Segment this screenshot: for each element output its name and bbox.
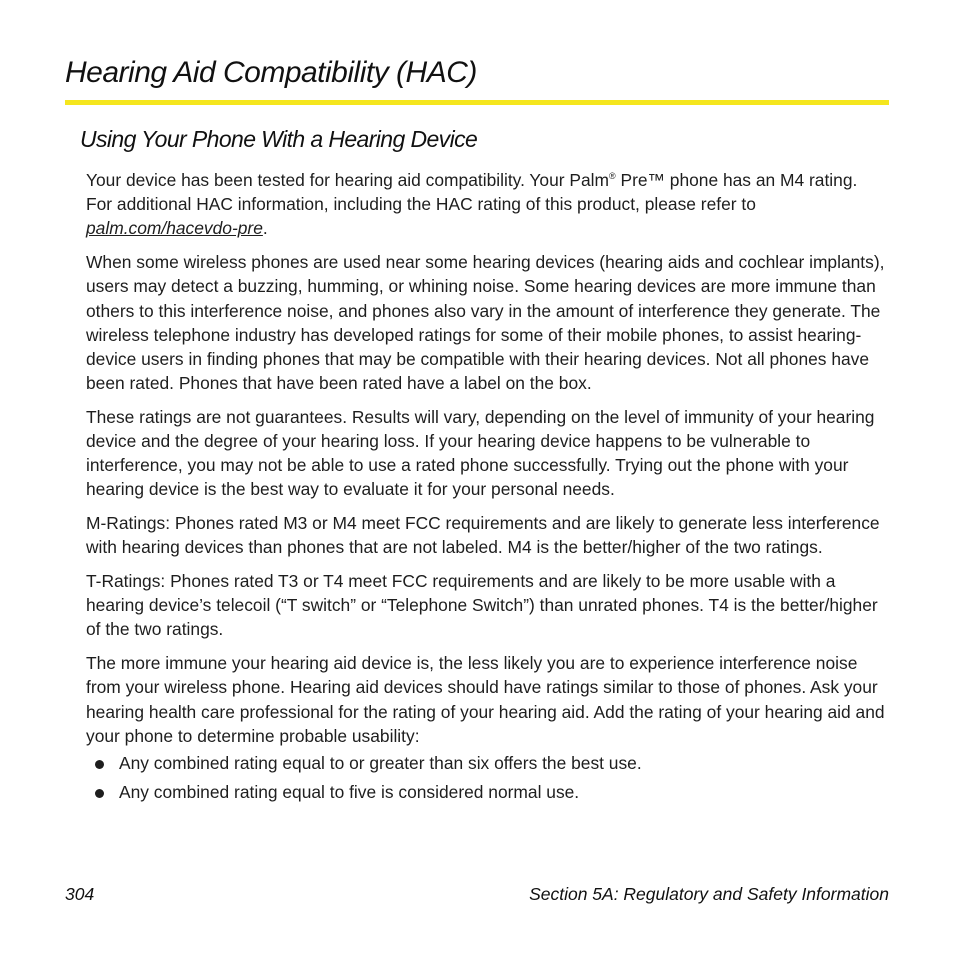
body-text xyxy=(86,168,888,809)
list-item-text: Any combined rating equal to five is considered normal use. xyxy=(119,781,580,802)
paragraph-immunity: The more immune your hearing aid device is, the less likely you are to experience interference noise from your wireless phone. Hearing aid devices should have ratings similar to those of phones. Ask your hearing health care professional for the rating of your hearing aid. Add the rating of your hearing aid and your phone to determine probable usability: xyxy=(86,653,885,746)
usability-bullet-list xyxy=(86,751,888,804)
page-title: Hearing Aid Compatibility (HAC) xyxy=(65,56,477,89)
registered-mark: ® xyxy=(609,171,616,181)
footer-section-title: Section 5A: Regulatory and Safety Information xyxy=(529,884,889,904)
paragraph-guarantees: These ratings are not guarantees. Results will vary, depending on the level of immunity of your hearing device and the degree of your hearing loss. If your hearing device happens to be vulnerable to interference, you may not be able to use a rated phone successfully. Trying out the phone with your hearing device is the best way to evaluate it for your personal needs. xyxy=(86,406,875,500)
paragraph-interference: When some wireless phones are used near some hearing devices (hearing aids and cochlear implants), users may detect a buzzing, humming, or whining noise. Some hearing devices are more immune than others to this interference noise, and phones also vary in the amount of interference they generate. The wireless telephone industry has developed ratings for some of their mobile phones, to assist hearing-device users in finding phones that may be compatible with their hearing devices. Not all phones have been rated. Phones that have been rated have a label on the box. xyxy=(86,252,885,394)
page-number: 304 xyxy=(65,884,95,904)
bullet-icon xyxy=(95,760,104,769)
list-item xyxy=(86,780,888,804)
list-item xyxy=(86,751,888,775)
bullet-icon xyxy=(95,789,104,798)
section-subtitle: Using Your Phone With a Hearing Device xyxy=(80,126,478,152)
hac-info-link[interactable]: palm.com/hacevdo-pre xyxy=(86,218,263,239)
title-underline-rule xyxy=(65,100,889,105)
paragraph-intro xyxy=(86,168,888,241)
paragraph-m-ratings: M-Ratings: Phones rated M3 or M4 meet FCC requirements and are likely to generate less interference with hearing devices than phones that are not labeled. M4 is the better/higher of the two ratings. xyxy=(86,513,880,558)
intro-text-a: Your device has been tested for hearing aid compatibility. Your Palm xyxy=(86,170,610,190)
paragraph-t-ratings: T-Ratings: Phones rated T3 or T4 meet FCC requirements and are likely to be more usable with a hearing device’s telecoil (“T switch” or “Telephone Switch”) than unrated phones. T4 is the better/higher of the two ratings. xyxy=(86,571,878,640)
list-item-text: Any combined rating equal to or greater than six offers the best use. xyxy=(119,752,642,773)
intro-text-c: . xyxy=(262,218,268,239)
intro-text-b: Pre™ phone has an M4 rating. For additional HAC information, including the HAC rating of this product, please refer to xyxy=(86,170,858,215)
